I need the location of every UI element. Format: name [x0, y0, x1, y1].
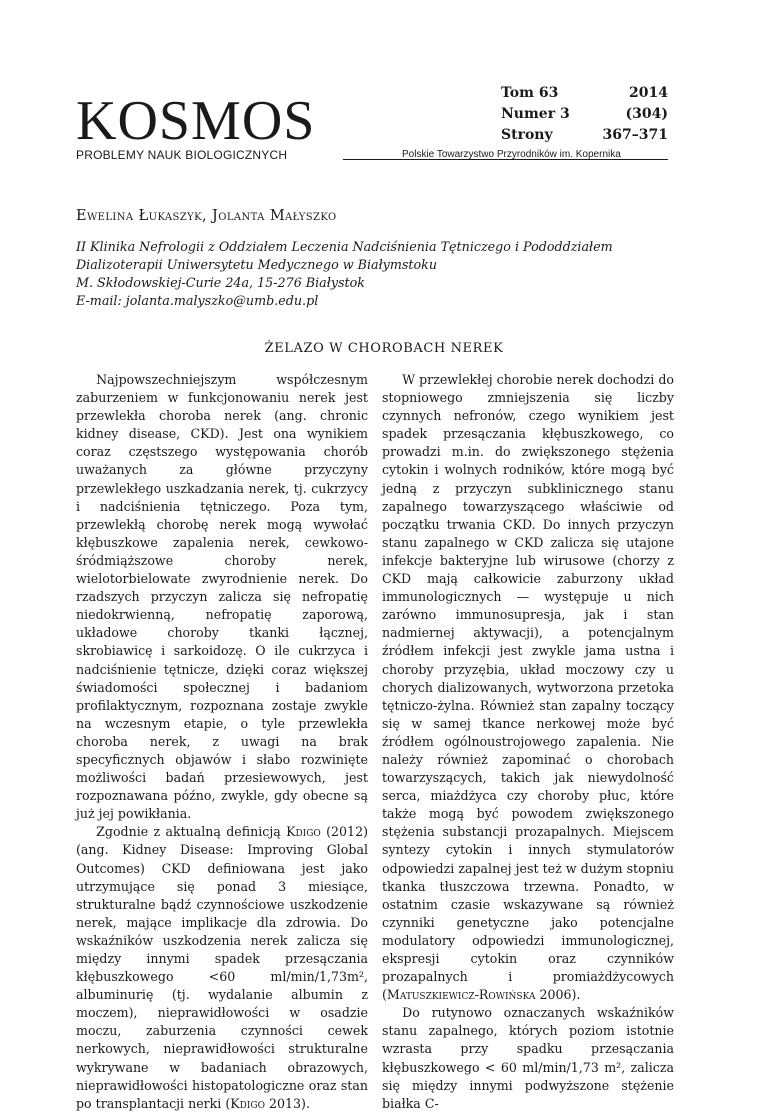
authors: Ewelina Łukaszyk, Jolanta Małyszko [76, 208, 337, 224]
paragraph: Najpowszechniejszym współczesnym zaburzeniem w funkcjonowaniu nerek jest przewlekła choroba nerek (ang. chronic kidney disease, CKD). Jest ona wynikiem coraz częstszego występowania chorób uważanych za główne przyczyny przewlekłego uszkadzania nerek, tj. cukrzycy i nadciśnienia tętniczego. Poza tym, przewlekłą chorobę nerek mogą wywołać kłębuszkowe zapalenia nerek, cewkowo-śródmiąższowe choroby nerek, wielotorbielowate zwyrodnienie nerek. Do rzadszych przyczyn zalicza się nefropatię niedokrwienną, nefropatię zaporową, układowe choroby tkanki łącznej, skrobiawicę i sarkoidozę. O ile cukrzyca i nadciśnienie tętnicze, dzięki coraz większej świadomości społecznej i badaniom profilaktycznym, rozpoznana zostaje zwykle na wczesnym etapie, o tyle przewlekła choroba nerek, z uwagi na brak specyficznych objawów i słabo rozwinięte możliwości badań przesiewowych, jest rozpoznawana późno, zwykle, gdy obecne są już jej powikłania. [76, 372, 368, 822]
issue-meta-values [603, 83, 668, 146]
paragraph: Do rutynowo oznaczanych wskaźników stanu zapalnego, których poziom istotnie wzrasta przy spadku przesączania kłębuszkowego < 60 ml/min/1,73 m², zalicza się między innymi podwyższone stężenie białka C- [382, 1005, 674, 1111]
affiliation [76, 238, 613, 310]
affiliation-address: M. Skłodowskiej-Curie 24a, 15-276 Białystok [76, 275, 365, 290]
citation: Kdigo [286, 824, 321, 840]
pages-label: Strony [501, 127, 553, 143]
article-title: ŻELAZO W CHOROBACH NEREK [264, 341, 504, 356]
issue-meta-labels [501, 83, 570, 146]
paragraph: Zgodnie z aktualną definicją Kdigo (2012) (ang. Kidney Disease: Improving Global Outcomes) CKD definiowana jest jako utrzymujące się ponad 3 miesiące, strukturalne bądź czynnościowe uszkodzenie nerek, mające implikacje dla zdrowia. Do wskaźników uszkodzenia nerek zalicza się między innymi spadek przesączania kłębuszkowego <60 ml/min/1,73m², albuminurię (tj. wydalanie albumin z moczem), nieprawidłowości w osadzie moczu, zaburzenia czynności cewek nerkowych, nieprawidłowości strukturalne wykrywane w badaniach obrazowych, nieprawidłowości histopatologiczne oraz stan po transplantacji nerki (Kdigo 2013). [76, 824, 368, 1111]
affiliation-email: E-mail: jolanta.malyszko@umb.edu.pl [76, 293, 319, 308]
society-name: Polskie Towarzystwo Przyrodników im. Kopernika [402, 149, 621, 160]
text-column-right [382, 371, 674, 1113]
issue-number-value: (304) [625, 106, 668, 122]
volume-label: Tom 63 [501, 85, 559, 101]
text-column-left [76, 371, 368, 1113]
logo-subtitle: PROBLEMY NAUK BIOLOGICZNYCH [76, 148, 288, 162]
affiliation-line: Dializoterapii Uniwersytetu Medycznego w Białymstoku [76, 257, 437, 272]
journal-logo [76, 90, 316, 162]
citation: Kdigo [230, 1095, 265, 1111]
citation: Matuszkiewicz-Rowińska [386, 987, 536, 1003]
logo-wordmark: KOSMOS [76, 90, 316, 152]
year-value: 2014 [629, 85, 668, 101]
paragraph: W przewlekłej chorobie nerek dochodzi do stopniowego zmniejszenia się liczby czynnych nefronów, czego wynikiem jest spadek przesączania kłębuszkowego, co prowadzi m.in. do zwiększonego stężenia cytokin i wolnych rodników, które mogą być jedną z przyczyn subklinicznego stanu zapalnego towarzyszącego właściwie od początku trwania CKD. Do innych przyczyn stanu zapalnego w CKD zalicza się utajone infekcje bakteryjne lub wirusowe (chorzy z CKD mają całkowicie zaburzony układ immunologicznych — występuje u nich zarówno immunosupresja, jak i stan nadmiernej aktywacji), a potencjalnym źródłem infekcji jest zwykle jama ustna i choroby przyzębia, układ moczowy czy u chorych dializowanych, wytworzona przetoka tętniczo-żylna. Również stan zapalny toczący się w samej tkance nerkowej może być źródłem ogólnoustrojowego zapalenia. Nie należy również zapominać o chorobach towarzyszących, takich jak niewydolność serca, miażdżyca czy choroby płuc, które także mogą być powodem zwiększonego stężenia substancji prozapalnych. Miejscem syntezy cytokin i innych stymulatorów odpowiedzi zapalnej jest też w dużym stopniu tkanka tłuszczowa trzewna. Ponadto, w ostatnim czasie wskazywane są również czynniki genetyczne jako potencjalne modulatory odpowiedzi immunologicznej, ekspresji cytokin oraz czynników prozapalnych i promiażdżycowych (Matuszkiewicz-Rowińska 2006). [382, 372, 674, 1003]
issue-label: Numer 3 [501, 106, 570, 122]
pages-value: 367–371 [602, 127, 668, 143]
affiliation-line: II Klinika Nefrologii z Oddziałem Leczenia Nadciśnienia Tętniczego i Pododdziałem [76, 239, 613, 254]
